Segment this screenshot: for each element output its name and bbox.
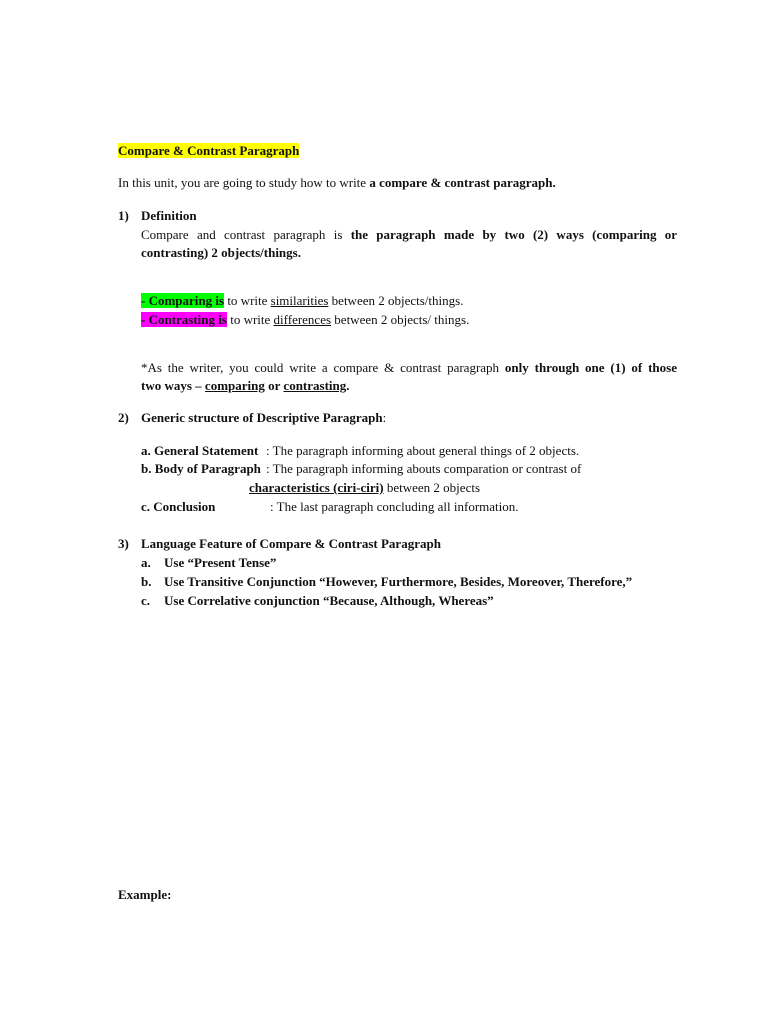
definition-bold-2: contrasting) 2 objects/things.	[141, 245, 301, 260]
definition-line-1	[141, 226, 677, 243]
note-bold: only through one (1) of those	[504, 360, 677, 375]
note-end: .	[346, 378, 350, 393]
note-contrasting: contrasting	[283, 378, 347, 393]
body-continuation-post: between 2 objects	[383, 480, 481, 495]
contrasting-line	[141, 311, 469, 328]
feature-c-letter: c.	[141, 593, 151, 608]
section2-number: 2)	[118, 410, 129, 425]
section1-number: 1)	[118, 208, 129, 223]
note-plain: *As the writer, you could write a compare & contrast paragraph	[141, 360, 505, 375]
intro-paragraph	[118, 174, 556, 191]
definition-bold-1: the paragraph made by two (2) ways (comparing or	[350, 227, 678, 242]
body-paragraph-sep: :	[266, 461, 273, 476]
conclusion-desc: The last paragraph concluding all information.	[276, 499, 519, 514]
comparing-pre: to write	[224, 293, 271, 308]
comparing-label: - Comparing is	[141, 293, 225, 308]
section2-heading	[141, 409, 386, 426]
section3-heading: Language Feature of Compare & Contrast Paragraph	[141, 536, 441, 551]
contrasting-underlined: differences	[273, 312, 332, 327]
contrasting-post: between 2 objects/ things.	[331, 312, 470, 327]
page-title	[118, 142, 299, 159]
section2-heading-text: Generic structure of Descriptive Paragraph	[141, 410, 383, 425]
general-statement-text	[266, 442, 579, 459]
feature-a-text: Use “Present Tense”	[164, 555, 277, 570]
general-statement-desc: The paragraph informing about general things of 2 objects.	[272, 443, 580, 458]
intro-text: In this unit, you are going to study how to write	[118, 175, 370, 190]
general-statement-sep: :	[266, 443, 273, 458]
body-paragraph-label: b. Body of Paragraph	[141, 461, 261, 476]
contrasting-pre: to write	[226, 312, 274, 327]
feature-b-text: Use Transitive Conjunction “However, Furthermore, Besides, Moreover, Therefore,”	[164, 574, 633, 589]
conclusion-text	[270, 498, 519, 515]
comparing-post: between 2 objects/things.	[328, 293, 464, 308]
feature-c-text: Use Correlative conjunction “Because, Although, Whereas”	[164, 593, 494, 608]
feature-b-letter: b.	[141, 574, 152, 589]
body-paragraph-desc: The paragraph informing abouts comparation or contrast of	[272, 461, 582, 476]
example-label: Example:	[118, 887, 172, 902]
note-or: or	[264, 378, 284, 393]
note-comparing: comparing	[204, 378, 265, 393]
comparing-line	[141, 292, 463, 309]
note-line-1	[141, 359, 677, 376]
intro-bold: a compare & contrast paragraph.	[369, 175, 556, 190]
section2-heading-colon: :	[382, 410, 387, 425]
general-statement-label: a. General Statement	[141, 443, 259, 458]
comparing-underlined: similarities	[270, 293, 329, 308]
conclusion-label: c. Conclusion	[141, 499, 216, 514]
definition-plain: Compare and contrast paragraph is	[141, 227, 351, 242]
feature-a-letter: a.	[141, 555, 151, 570]
body-paragraph-text	[266, 460, 581, 477]
contrasting-label: - Contrasting is	[141, 312, 227, 327]
note-line2-a: two ways –	[141, 378, 205, 393]
body-paragraph-continuation	[249, 479, 480, 496]
page-title-text: Compare & Contrast Paragraph	[118, 143, 300, 158]
characteristics-underlined: characteristics (ciri-ciri)	[249, 480, 384, 495]
note-line-2	[141, 377, 350, 394]
conclusion-sep: :	[270, 499, 277, 514]
section3-number: 3)	[118, 536, 129, 551]
section1-heading: Definition	[141, 208, 197, 223]
